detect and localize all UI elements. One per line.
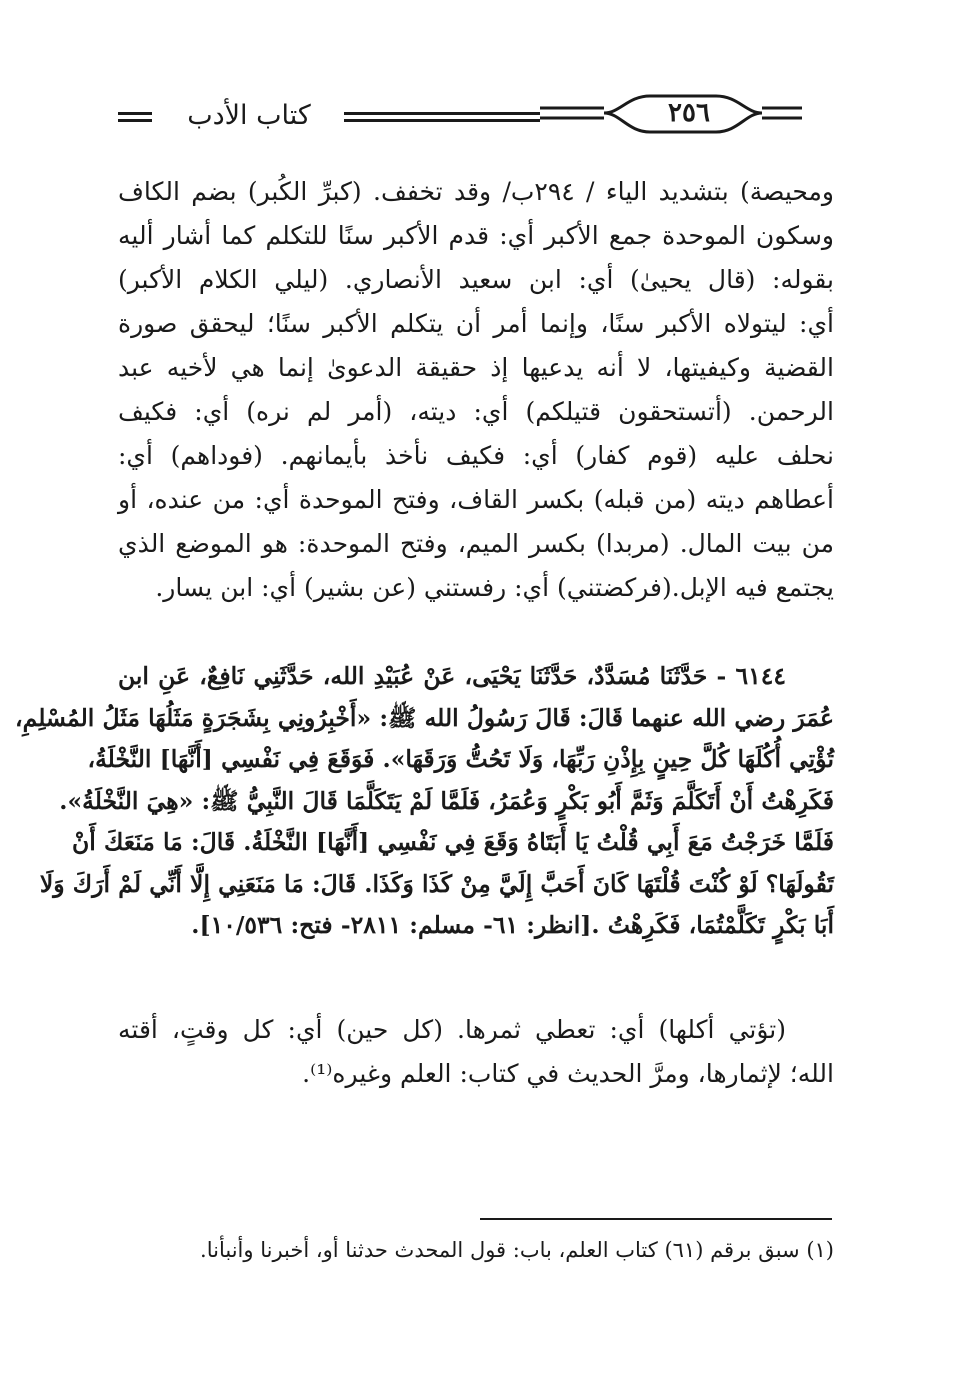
commentary-block bbox=[118, 1008, 834, 1096]
page-number-badge bbox=[540, 94, 802, 134]
header-rule-middle bbox=[344, 112, 540, 122]
text-line: نحلف عليه (قوم كفار) أي: فكيف نأخذ بأيمانهم. (فوداهم) أي: bbox=[118, 441, 834, 470]
text-line: وسكون الموحدة جمع الأكبر أي: قدم الأكبر سنًا للتكلم كما أشار أليه bbox=[118, 221, 834, 250]
header-rule-left bbox=[118, 112, 152, 122]
hadith-line: فَلَمَّا خَرَجْتُ مَعَ أَبِي قُلْتُ يَا أَبَتَاهُ وَقَعَ فِي نَفْسِي [أَنَّهَا] النَّخْلَةُ. قَالَ: مَا مَنَعَكَ أَنْ bbox=[72, 828, 834, 856]
text-line: الرحمن. (أتستحقون قتيلكم) أي: ديته، (أمر لم نره) أي: فكيف bbox=[118, 397, 834, 426]
text-line: أي: ليتولاه الأكبر سنًا، وإنما أمر أن يتكلم الأكبر سنًا؛ ليحقق صورة bbox=[118, 309, 834, 338]
text-line: بقوله: (قال يحيىٰ) أي: ابن سعيد الأنصاري. (ليلي الكلام الأكبر) bbox=[118, 265, 834, 294]
text-line: من بيت المال. (مربدا) بكسر الميم، وفتح الموحدة: هو الموضع الذي bbox=[118, 529, 834, 558]
text-line: أعطاهم ديته (من قبله) بكسر القاف، وفتح الموحدة أي: من عنده، أو bbox=[118, 485, 834, 514]
text-line: (تؤتي أكلها) أي: تعطي ثمرها. (كل حين) أي: كل وقتٍ، أقته bbox=[118, 1015, 786, 1044]
footnote: (١) سبق برقم (٦١) كتاب العلم، باب: قول المحدث حدثنا أو، أخبرنا وأنبأنا. bbox=[200, 1238, 834, 1262]
hadith-line: فَكَرِهْتُ أَنْ أَتَكَلَّمَ وَثَمَّ أَبُو بَكْرٍ وَعُمَرُ، فَلَمَّا لَمْ يَتَكَلَّمَا قَالَ النَّبِيُّ ﷺ: «هِيَ النَّخْلَةُ». bbox=[59, 786, 834, 815]
hadith-line: تُؤْتِي أُكُلَهَا كُلَّ حِينٍ بِإِذْنِ رَبِّهَا، وَلَا تَحُتُّ وَرَقَهَا». فَوَقَعَ فِي نَفْسِي [أَنَّهَا] النَّخْلَةُ، bbox=[87, 745, 834, 773]
hadith-line: عُمَرَ رضي الله عنهما قَالَ: قَالَ رَسُولُ الله ﷺ: «أَخْبِرُونِي بِشَجَرَةٍ مَثَلُهَا مَثَلُ المُسْلِمِ، bbox=[15, 703, 834, 732]
hadith-line: ٦١٤٤ - حَدَّثَنَا مُسَدَّدٌ، حَدَّثَنَا يَحْيَى، عَنْ عُبَيْدِ الله، حَدَّثَنِي نَافِعٌ، عَنِ ابن bbox=[118, 662, 786, 690]
hadith-line: تَقُولَهَا؟ لَوْ كُنْتَ قُلْتَهَا كَانَ أَحَبَّ إِلَيَّ مِنْ كَذَا وَكَذَا. قَالَ: مَا مَنَعَنِي إِلَّا أَنِّي لَمْ أَرَكَ وَلَا bbox=[39, 869, 834, 898]
text-line: يجتمع فيه الإبل.(فركضتني) أي: رفستني (عن بشير) أي: ابن يسار. bbox=[155, 573, 834, 602]
page-number: ٢٥٦ bbox=[668, 98, 710, 128]
hadith-block bbox=[15, 656, 834, 947]
text-line: ومحيصة) بتشديد الياء / ٢٩٤ب/ وقد تخفف. (كبرِّ الكُبر) بضم الكاف bbox=[118, 177, 834, 206]
text-line: القضية وكيفيتها، لا أنه يدعيها إذ حقيقة الدعوىٰ إنما هي لأخيه عبد bbox=[118, 353, 834, 382]
running-header bbox=[118, 96, 834, 150]
commentary-block bbox=[118, 170, 834, 610]
footnotes bbox=[118, 1232, 834, 1268]
book-title: كتاب الأدب bbox=[187, 100, 311, 131]
text-line: الله؛ لإثمارها، ومرَّ الحديث في كتاب: العلم وغيره⁽¹⁾. bbox=[302, 1059, 834, 1088]
footnote-divider bbox=[480, 1218, 832, 1220]
hadith-line: أَبَا بَكْرٍ تَكَلَّمْتُمَا، فَكَرِهْتُ .[انظر: ٦١- مسلم: ٢٨١١- فتح: ١٠/٥٣٦]. bbox=[191, 911, 834, 939]
